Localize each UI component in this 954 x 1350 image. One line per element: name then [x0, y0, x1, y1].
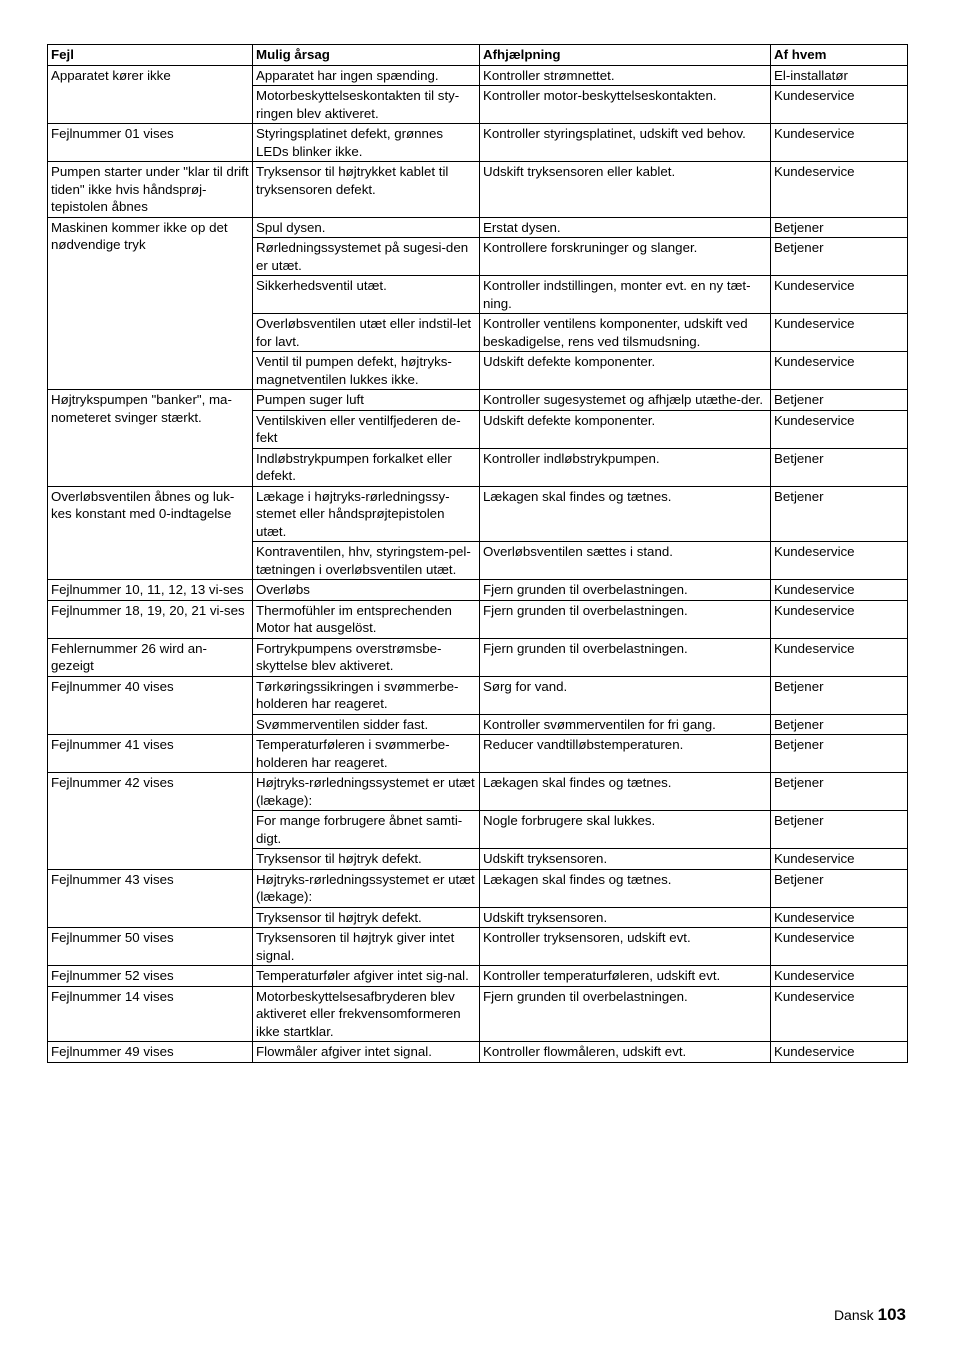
- cause-cell: For mange forbrugere åbnet samti-digt.: [253, 811, 480, 849]
- fault-cell: Fejlnummer 50 vises: [48, 928, 253, 966]
- responsible-cell: Kundeservice: [771, 1042, 908, 1063]
- table-row: [48, 65, 908, 86]
- fault-cell: Overløbsventilen åbnes og luk-kes konstant med 0-indtagelse: [48, 486, 253, 580]
- cause-cell: Apparatet har ingen spænding.: [253, 65, 480, 86]
- cause-cell: Tryksensor til højtrykket kablet til tryksensoren defekt.: [253, 162, 480, 218]
- responsible-cell: Kundeservice: [771, 928, 908, 966]
- cause-cell: Fortrykpumpens overstrømsbe-skyttelse blev aktiveret.: [253, 638, 480, 676]
- fault-cell: Fejlnummer 42 vises: [48, 773, 253, 870]
- fault-cell: Fejlnummer 43 vises: [48, 869, 253, 928]
- remedy-cell: Overløbsventilen sættes i stand.: [480, 542, 771, 580]
- remedy-cell: Kontrollere forskruninger og slanger.: [480, 238, 771, 276]
- fault-cell: Fejlnummer 40 vises: [48, 676, 253, 735]
- responsible-cell: Betjener: [771, 486, 908, 542]
- table-row: [48, 966, 908, 987]
- remedy-cell: Erstat dysen.: [480, 217, 771, 238]
- footer-language: Dansk: [833, 1307, 874, 1323]
- remedy-cell: Kontroller flowmåleren, udskift evt.: [480, 1042, 771, 1063]
- fault-cell: Apparatet kører ikke: [48, 65, 253, 124]
- header-by: Af hvem: [771, 45, 908, 66]
- responsible-cell: Betjener: [771, 390, 908, 411]
- remedy-cell: Kontroller motor-beskyttelseskontakten.: [480, 86, 771, 124]
- cause-cell: Motorbeskyttelseskontakten til sty-ringen blev aktiveret.: [253, 86, 480, 124]
- table-row: [48, 162, 908, 218]
- table-row: [48, 735, 908, 773]
- cause-cell: Svømmerventilen sidder fast.: [253, 714, 480, 735]
- remedy-cell: Sørg for vand.: [480, 676, 771, 714]
- remedy-cell: Udskift defekte komponenter.: [480, 410, 771, 448]
- responsible-cell: Betjener: [771, 217, 908, 238]
- table-row: [48, 986, 908, 1042]
- table-row: [48, 390, 908, 411]
- fault-cell: Fejlnummer 41 vises: [48, 735, 253, 773]
- remedy-cell: Udskift tryksensoren.: [480, 907, 771, 928]
- responsible-cell: Kundeservice: [771, 86, 908, 124]
- remedy-cell: Kontroller tryksensoren, udskift evt.: [480, 928, 771, 966]
- cause-cell: Flowmåler afgiver intet signal.: [253, 1042, 480, 1063]
- remedy-cell: Udskift defekte komponenter.: [480, 352, 771, 390]
- cause-cell: Pumpen suger luft: [253, 390, 480, 411]
- table-row: [48, 124, 908, 162]
- table-row: [48, 600, 908, 638]
- cause-cell: Thermofühler im entsprechenden Motor hat ausgelöst.: [253, 600, 480, 638]
- table-row: [48, 676, 908, 714]
- remedy-cell: Udskift tryksensoren eller kablet.: [480, 162, 771, 218]
- fault-cell: Fejlnummer 49 vises: [48, 1042, 253, 1063]
- remedy-cell: Kontroller indløbstrykpumpen.: [480, 448, 771, 486]
- responsible-cell: Kundeservice: [771, 966, 908, 987]
- responsible-cell: Kundeservice: [771, 352, 908, 390]
- remedy-cell: Reducer vandtilløbstemperaturen.: [480, 735, 771, 773]
- cause-cell: Lækage i højtryks-rørledningssy-stemet eller håndsprøjtepistolen utæt.: [253, 486, 480, 542]
- responsible-cell: Kundeservice: [771, 314, 908, 352]
- fault-cell: Fejlnummer 01 vises: [48, 124, 253, 162]
- responsible-cell: Betjener: [771, 238, 908, 276]
- responsible-cell: Betjener: [771, 735, 908, 773]
- responsible-cell: Betjener: [771, 811, 908, 849]
- remedy-cell: Nogle forbrugere skal lukkes.: [480, 811, 771, 849]
- fault-cell: Maskinen kommer ikke op det nødvendige tryk: [48, 217, 253, 390]
- responsible-cell: Kundeservice: [771, 849, 908, 870]
- responsible-cell: Kundeservice: [771, 124, 908, 162]
- remedy-cell: Kontroller svømmerventilen for fri gang.: [480, 714, 771, 735]
- responsible-cell: Betjener: [771, 676, 908, 714]
- remedy-cell: Lækagen skal findes og tætnes.: [480, 869, 771, 907]
- fault-cell: Pumpen starter under "klar til drift tiden" ikke hvis håndsprøj-tepistolen åbnes: [48, 162, 253, 218]
- cause-cell: Indløbstrykpumpen forkalket eller defekt.: [253, 448, 480, 486]
- header-remedy: Afhjælpning: [480, 45, 771, 66]
- responsible-cell: Kundeservice: [771, 410, 908, 448]
- responsible-cell: Kundeservice: [771, 162, 908, 218]
- table-body: [48, 65, 908, 1062]
- cause-cell: Højtryks-rørledningssystemet er utæt (lækage):: [253, 869, 480, 907]
- responsible-cell: Kundeservice: [771, 580, 908, 601]
- page-footer: [834, 1305, 906, 1325]
- remedy-cell: Fjern grunden til overbelastningen.: [480, 600, 771, 638]
- cause-cell: Tryksensor til højtryk defekt.: [253, 907, 480, 928]
- responsible-cell: Kundeservice: [771, 276, 908, 314]
- cause-cell: Tryksensor til højtryk defekt.: [253, 849, 480, 870]
- header-fault: Fejl: [48, 45, 253, 66]
- table-row: [48, 638, 908, 676]
- cause-cell: Højtryks-rørledningssystemet er utæt (lækage):: [253, 773, 480, 811]
- responsible-cell: Betjener: [771, 448, 908, 486]
- remedy-cell: Lækagen skal findes og tætnes.: [480, 486, 771, 542]
- cause-cell: Tørkøringssikringen i svømmerbe-holderen har reageret.: [253, 676, 480, 714]
- remedy-cell: Fjern grunden til overbelastningen.: [480, 638, 771, 676]
- remedy-cell: Kontroller sugesystemet og afhjælp utæthe-der.: [480, 390, 771, 411]
- responsible-cell: Betjener: [771, 869, 908, 907]
- page-number: 103: [877, 1305, 906, 1324]
- cause-cell: Temperaturføler afgiver intet sig-nal.: [253, 966, 480, 987]
- table-row: [48, 217, 908, 238]
- remedy-cell: Fjern grunden til overbelastningen.: [480, 986, 771, 1042]
- table-row: [48, 486, 908, 542]
- remedy-cell: Fjern grunden til overbelastningen.: [480, 580, 771, 601]
- fault-cell: Højtrykspumpen "banker", ma-nometeret svinger stærkt.: [48, 390, 253, 487]
- table-header-row: [48, 45, 908, 66]
- cause-cell: Sikkerhedsventil utæt.: [253, 276, 480, 314]
- remedy-cell: Kontroller ventilens komponenter, udskift ved beskadigelse, rens ved tilsmudsning.: [480, 314, 771, 352]
- responsible-cell: El-installatør: [771, 65, 908, 86]
- remedy-cell: Kontroller strømnettet.: [480, 65, 771, 86]
- cause-cell: Tryksensoren til højtryk giver intet signal.: [253, 928, 480, 966]
- cause-cell: Overløbsventilen utæt eller indstil-let for lavt.: [253, 314, 480, 352]
- table-row: [48, 773, 908, 811]
- cause-cell: Spul dysen.: [253, 217, 480, 238]
- fault-cell: Fejlnummer 52 vises: [48, 966, 253, 987]
- cause-cell: Motorbeskyttelsesafbryderen blev aktiveret eller frekvensomformeren ikke startklar.: [253, 986, 480, 1042]
- responsible-cell: Betjener: [771, 773, 908, 811]
- remedy-cell: Kontroller temperaturføleren, udskift evt.: [480, 966, 771, 987]
- fault-cell: Fehlernummer 26 wird an-gezeigt: [48, 638, 253, 676]
- responsible-cell: Kundeservice: [771, 542, 908, 580]
- table-row: [48, 580, 908, 601]
- fault-cell: Fejlnummer 18, 19, 20, 21 vi-ses: [48, 600, 253, 638]
- responsible-cell: Kundeservice: [771, 907, 908, 928]
- cause-cell: Ventil til pumpen defekt, højtryks-magnetventilen lukkes ikke.: [253, 352, 480, 390]
- responsible-cell: Betjener: [771, 714, 908, 735]
- table-row: [48, 928, 908, 966]
- troubleshooting-table: [47, 44, 908, 1063]
- fault-cell: Fejlnummer 14 vises: [48, 986, 253, 1042]
- header-cause: Mulig årsag: [253, 45, 480, 66]
- cause-cell: Kontraventilen, hhv, styringstem-pel-tætningen i overløbsventilen utæt.: [253, 542, 480, 580]
- cause-cell: Ventilskiven eller ventilfjederen de-fekt: [253, 410, 480, 448]
- responsible-cell: Kundeservice: [771, 986, 908, 1042]
- cause-cell: Temperaturføleren i svømmerbe-holderen har reageret.: [253, 735, 480, 773]
- remedy-cell: Kontroller indstillingen, monter evt. en ny tæt-ning.: [480, 276, 771, 314]
- cause-cell: Styringsplatinet defekt, grønnes LEDs blinker ikke.: [253, 124, 480, 162]
- responsible-cell: Kundeservice: [771, 638, 908, 676]
- cause-cell: Rørledningssystemet på sugesi-den er utæt.: [253, 238, 480, 276]
- fault-cell: Fejlnummer 10, 11, 12, 13 vi-ses: [48, 580, 253, 601]
- responsible-cell: Kundeservice: [771, 600, 908, 638]
- table-row: [48, 1042, 908, 1063]
- remedy-cell: Kontroller styringsplatinet, udskift ved behov.: [480, 124, 771, 162]
- table-row: [48, 869, 908, 907]
- remedy-cell: Udskift tryksensoren.: [480, 849, 771, 870]
- remedy-cell: Lækagen skal findes og tætnes.: [480, 773, 771, 811]
- cause-cell: Overløbs: [253, 580, 480, 601]
